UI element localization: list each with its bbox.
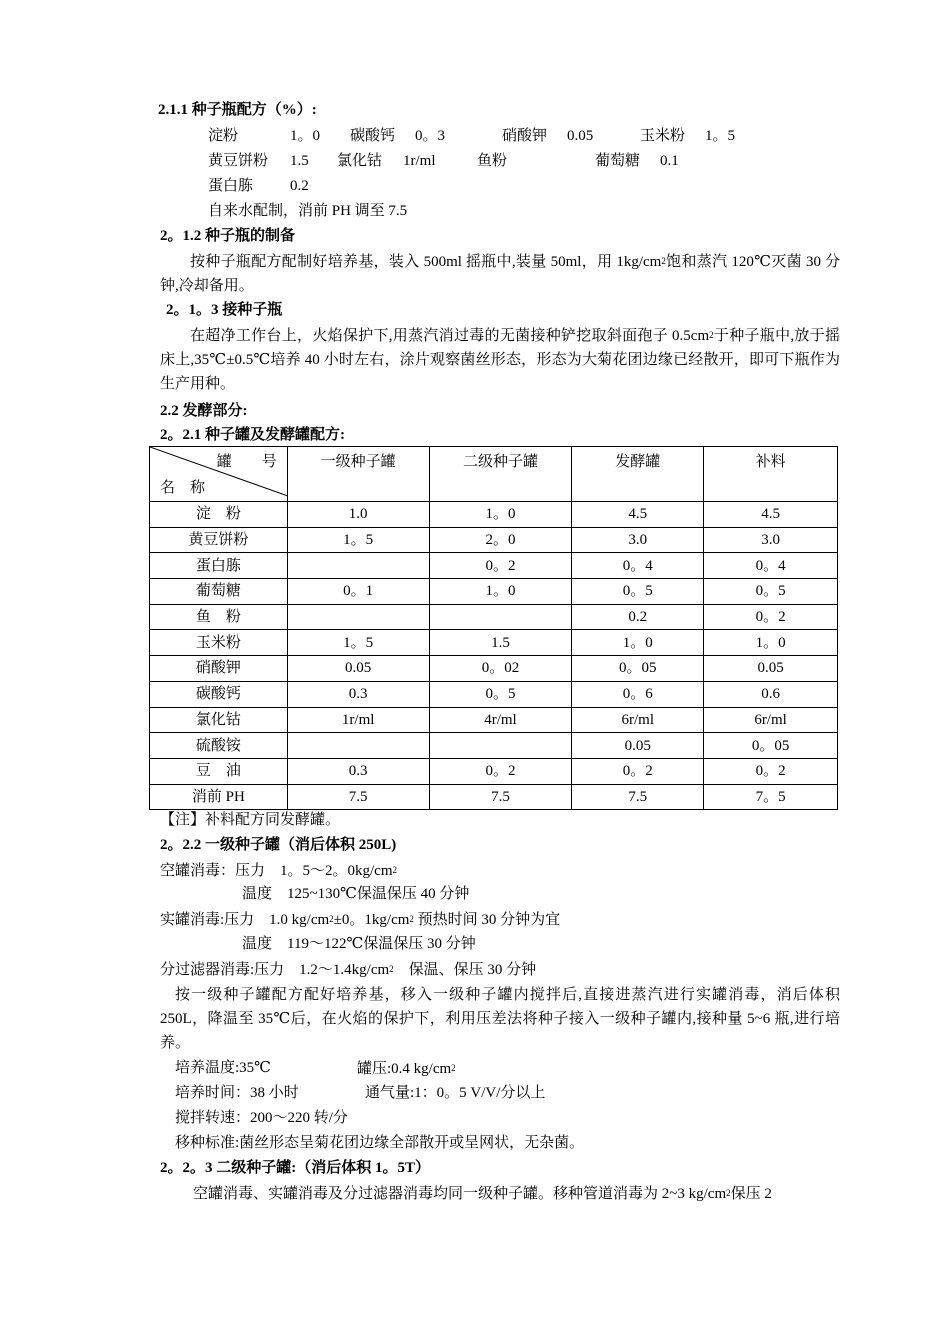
table-cell: 0。2 [704,758,838,784]
table-cell: 0。2 [572,758,704,784]
table-cell: 7.5 [287,784,429,810]
formula-value-soybean-cake: 1.5 [290,153,309,169]
section-heading-2-2-1: 2。2.1 种子罐及发酵罐配方: [160,427,345,443]
table-row [150,630,838,656]
table-cell: 4.5 [572,502,704,528]
table-cell: 0。5 [704,579,838,605]
table-cell: 7.5 [429,784,572,810]
line-text: 罐压:0.4 kg/cm [357,1061,452,1077]
formula-item-calcium-carbonate: 碳酸钙 [350,128,396,144]
table-cell: 0。05 [704,733,838,759]
formula-item-peptone: 蛋白胨 [208,178,254,194]
table-row [150,553,838,579]
tank-pressure [357,1058,456,1079]
section-heading-2-1-2: 2。1.2 种子瓶的制备 [160,228,296,244]
row-label: 豆 油 [150,758,288,784]
table-cell: 0.2 [572,604,704,630]
table-cell: 0。05 [572,656,704,682]
formula-item-corn-flour: 玉米粉 [640,128,686,144]
empty-tank-sterilization-pressure [160,860,397,881]
formula-note-tap-water: 自来水配制，消前 PH 调至 7.5 [208,203,408,219]
table-cell: 1。0 [429,579,572,605]
table-cell: 0。6 [572,681,704,707]
table-cell: 1。0 [429,502,572,528]
table-row [150,502,838,528]
table-cell: 2。0 [429,527,572,553]
real-tank-sterilization-pressure [160,909,560,930]
table-cell: 0.05 [287,656,429,682]
culture-time: 培养时间：38 小时 [175,1085,299,1101]
table-cell: 1。0 [572,630,704,656]
row-label: 碳酸钙 [150,681,288,707]
table-cell: 1.0 [287,502,429,528]
formula-value-calcium-carbonate: 0。3 [415,128,446,144]
table-cell: 0。4 [704,553,838,579]
paragraph-seed-bottle-inoculation [160,323,840,396]
line-text: ±0。1kg/cm [333,912,410,928]
row-label: 玉米粉 [150,630,288,656]
formula-value-cobalt-chloride: 1r/ml [403,153,436,169]
column-header-secondary-seed-tank: 二级种子罐 [429,447,572,502]
table-header-row [150,447,838,502]
formula-item-fish-meal: 鱼粉 [477,153,508,169]
table-cell [287,604,429,630]
table-cell: 0.6 [704,681,838,707]
table-cell: 0。2 [704,604,838,630]
paragraph-text: 在超净工作台上，火焰保护下,用蒸汽消过毒的无菌接种铲挖取斜面孢子 0.5cm [190,328,710,344]
aeration-rate: 通气量:1：0。5 V/V/分以上 [365,1085,546,1101]
table-cell: 0。4 [572,553,704,579]
table-cell: 3.0 [572,527,704,553]
section-heading-2-2: 2.2 发酵部分: [160,403,248,419]
line-text: 分过滤器消毒:压力 1.2～1.4kg/cm [160,962,390,978]
table-cell: 3.0 [704,527,838,553]
row-label: 消前 PH [150,784,288,810]
paragraph-text: 饱和蒸汽 120℃灭菌 30 分钟,冷却备用。 [160,254,841,294]
superscript-2: 2 [329,914,334,924]
table-cell: 4r/ml [429,707,572,733]
table-cell: 1。5 [287,527,429,553]
paragraph-primary-seed-tank-procedure: 按一级种子罐配方配好培养基，移入一级种子罐内搅拌后,直接进蒸汽进行实罐消毒，消后体积 250L，降温至 35℃后，在火焰的保护下，利用压差法将种子接入一级种子罐内,接种量 5~6 瓶,进行培养。 [160,987,840,1051]
table-row [150,758,838,784]
paragraph-text: 于种子瓶中,放于摇床上,35℃±0.5℃培养 40 小时左右，涂片观察菌丝形态，形态为大菊花团边缘已经散开，即可下瓶作为生产用种。 [160,328,840,392]
line-text: 空罐消毒：压力 1。5～2。0kg/cm [160,863,393,879]
real-tank-sterilization-temperature: 温度 119～122℃保温保压 30 分钟 [242,936,476,952]
table-cell: 0.3 [287,681,429,707]
section-heading-2-1-3: 2。1。3 接种子瓶 [166,302,283,318]
section-heading-2-2-2: 2。2.2 一级种子罐（消后体积 250L) [160,837,397,853]
table-cell: 0。5 [572,579,704,605]
line-text: 预热时间 30 分钟为宜 [413,912,561,928]
row-label: 淀 粉 [150,502,288,528]
superscript-2: 2 [709,330,714,340]
formula-value-peptone: 0.2 [290,178,309,194]
table-cell [287,553,429,579]
row-label: 蛋白胨 [150,553,288,579]
table-row [150,579,838,605]
table-cell: 0.3 [287,758,429,784]
header-tank-number: 罐 号 [216,454,277,470]
paragraph-text: 按种子瓶配方配制好培养基，装入 500ml 摇瓶中,装量 50ml，用 1kg/cm [190,254,662,270]
table-row [150,784,838,810]
table-cell [429,604,572,630]
table-cell: 1。0 [704,630,838,656]
table-cell: 1r/ml [287,707,429,733]
column-header-fermentation-tank: 发酵罐 [572,447,704,502]
section-heading-2-1-1: 2.1.1 种子瓶配方（%）: [158,102,317,118]
filter-sterilization [160,959,536,980]
table-cell: 7.5 [572,784,704,810]
table-row [150,656,838,682]
table-note: 【注】补料配方同发酵罐。 [160,812,341,828]
line-text: 保压 2 [730,1186,772,1202]
formula-value-potassium-nitrate: 0.05 [567,128,594,144]
row-label: 氯化钴 [150,707,288,733]
table-cell: 0。2 [429,758,572,784]
line-text: 保温、保压 30 分钟 [393,962,537,978]
section-heading-2-2-3: 2。2。3 二级种子罐:（消后体积 1。5T） [160,1160,431,1176]
table-cell: 1。5 [287,630,429,656]
row-label: 葡萄糖 [150,579,288,605]
formula-value-corn-flour: 1。5 [705,128,736,144]
formula-item-glucose: 葡萄糖 [595,153,641,169]
paragraph-secondary-seed-tank [193,1183,772,1204]
superscript-2: 2 [726,1188,731,1198]
header-name: 名 称 [160,480,206,496]
table-cell [429,733,572,759]
table-row [150,681,838,707]
row-label: 硝酸钾 [150,656,288,682]
row-label: 鱼 粉 [150,604,288,630]
table-cell: 4.5 [704,502,838,528]
table-cell: 0。02 [429,656,572,682]
fermentation-formula-table [149,446,838,810]
table-cell: 0。1 [287,579,429,605]
table-cell: 0.05 [572,733,704,759]
table-cell: 1.5 [429,630,572,656]
formula-value-glucose: 0.1 [660,153,679,169]
table-row [150,733,838,759]
table-cell [287,733,429,759]
transfer-standard: 移种标准:菌丝形态呈菊花团边缘全部散开或呈网状，无杂菌。 [175,1135,585,1151]
superscript-2: 2 [389,964,394,974]
table-diagonal-header-cell [150,447,288,502]
table-row [150,527,838,553]
table-row [150,707,838,733]
stirring-speed: 搅拌转速：200～220 转/分 [175,1110,348,1126]
column-header-feed: 补料 [704,447,838,502]
paragraph-seed-bottle-preparation [160,249,840,298]
superscript-2: 2 [661,256,666,266]
formula-item-potassium-nitrate: 硝酸钾 [502,128,548,144]
culture-temperature: 培养温度:35℃ [175,1060,271,1076]
table-row [150,604,838,630]
table-cell: 6r/ml [704,707,838,733]
formula-item-starch: 淀粉 [208,128,239,144]
table-cell: 6r/ml [572,707,704,733]
formula-value-starch: 1。0 [290,128,321,144]
table-cell: 0。2 [429,553,572,579]
line-text: 空罐消毒、实罐消毒及分过滤器消毒均同一级种子罐。移种管道消毒为 2~3 kg/cm [193,1186,727,1202]
line-text: 实罐消毒:压力 1.0 kg/cm [160,912,330,928]
table-cell: 7。5 [704,784,838,810]
column-header-primary-seed-tank: 一级种子罐 [287,447,429,502]
row-label: 黄豆饼粉 [150,527,288,553]
superscript-2: 2 [409,914,414,924]
formula-item-soybean-cake: 黄豆饼粉 [208,153,269,169]
superscript-2: 2 [451,1063,456,1073]
table-cell: 0.05 [704,656,838,682]
row-label: 硫酸铵 [150,733,288,759]
empty-tank-sterilization-temperature: 温度 125~130℃保温保压 40 分钟 [242,886,470,902]
formula-item-cobalt-chloride: 氯化钴 [337,153,383,169]
superscript-2: 2 [392,865,397,875]
table-cell: 0。5 [429,681,572,707]
